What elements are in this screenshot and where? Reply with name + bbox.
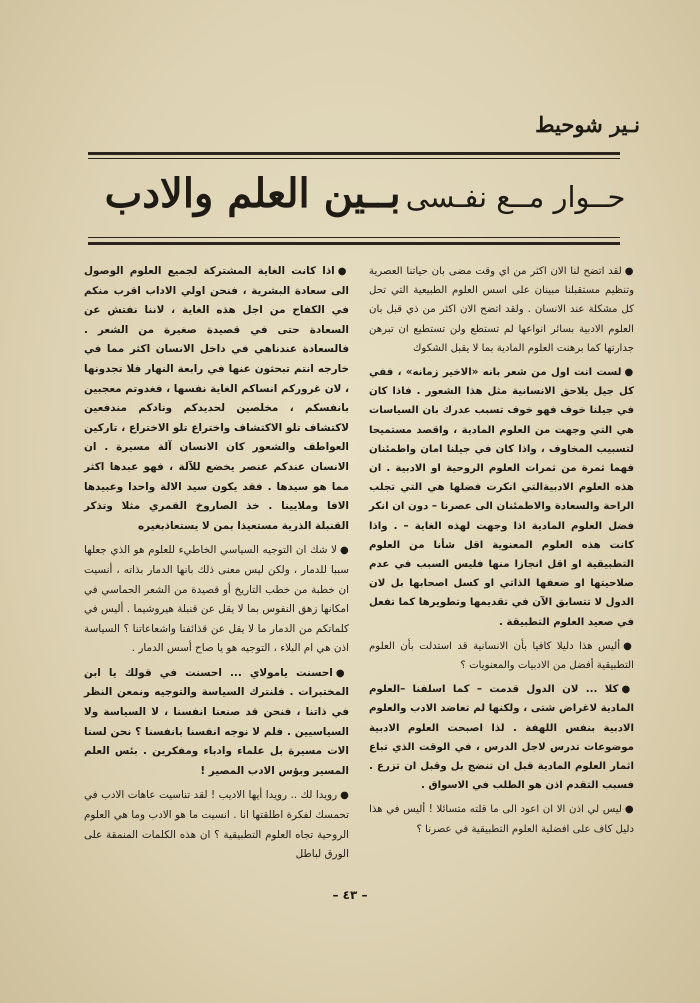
article-title <box>95 170 635 232</box>
text-column-left <box>84 262 349 870</box>
paragraph-text: كلا ... لان الدول قدمت – كما اسلفنا –العلوم المادية لاغراض شتى ، ولكنها لم تعاضد الادب والعلوم الادبية بنفس اللهفة . لذا اصبحت العلوم الادبية موضوعات تدرس لاجل الدرس ، في الوقت الذي تباع اثمار العلوم المادية قبل ان تنضج بل وقبل ان تزرع . فسبب التقدم اذن هو الطلب في الاسواق . <box>369 684 634 792</box>
text-column-right <box>369 262 634 844</box>
paragraph <box>369 637 634 675</box>
paragraph-text: رويدا لك .. رويدا أيها الاديب ! لقد تناسيت عاهات الادب في تحمسك لفكرة اطلقتها انا . انسيت ما هو الادب وما هي العلوم الروحية تجاه العلوم التطبيقية ؟ ان هذه الكلمات المنمقة على الورق لباطل <box>84 789 349 861</box>
bullet-icon: ● <box>624 266 634 277</box>
bullet-icon: ● <box>623 640 634 652</box>
page-number: – ٤٣ – <box>332 888 368 902</box>
paragraph-text: أليس هذا دليلا كافيا بأن الانسانية قد استدلت بأن العلوم التطبيقية أفضل من الادبيات والمعنويات ؟ <box>369 640 634 672</box>
bullet-icon: ● <box>340 790 349 802</box>
paragraph-text: لا شك ان التوجيه السياسي الخاطيء للعلوم هو الذي جعلها سببا للدمار ، ولكن ليس معنى ذلك بانها الدمار بذاته ، أنسيت ان خطبة من خطب التاريخ أو قصيدة من الشعر الحماسي في امكانها زهق النفوس بما لا يقل عن قنبلة هيروشيما . أليس في كلماتكم من الدمار ما لا يقل عن قذائفنا واشعاعاتنا ؟ السياسة اذن هي ام البلاء ، التوجيه هو يا صاح أسس الدمار . <box>84 544 349 655</box>
paragraph <box>369 800 634 838</box>
paragraph-text: لست انت اول من شعر بانه «الاخير زمانه» ، ففي كل جيل يلاحق الانسانية مثل هذا الشعور . فاذا كان في جيلنا خوف فهو خوف تسبب عدرك بان السياسات هي التي وجهت من العلوم المادية ، واقصد مستميحا لتسبيب المخاوف ، واذا كان في جيلنا امان واطمئنان فهما ثمرة من ثمرات العلوم الروحية او الادبية . ان هذه العلوم الادبيةالتي انكرت فضلها هي التي تجلب الراحة والسعادة والاطمئنان الى عصرنا – دون ان انكر فضل العلوم المادية اذا وجهت لهذه الغاية – . واذا كانت هذه العلوم المعنوية اقل شأنا من العلوم التطبيقية او اقل انجازا منها فليس السبب في عدم صلاحيتها او ضعفها الذاتي او كسل اصحابها بل لان الدول لا تتسابق الآن في تقديمها وتطويرها كما تفعل في صعيد العلوم التطبيقة . <box>369 367 634 628</box>
title-rule-top-thin <box>88 158 620 159</box>
title-rule-bottom-thin <box>88 237 620 238</box>
title-rule-bottom-thick <box>88 242 620 245</box>
paragraph-text: اذا كانت الغاية المشتركة لجميع العلوم الوصول الى سعادة البشرية ، فنحن اولي الاداب اقرب منكم في الكفاح من اجل هذه الغاية ، لاننا نفتش عن السعادة حتى في قصيدة صغيرة من الشعر . فالسعادة عندناهي في داخل الانسان اكثر مما في خارجه انتم تبحثون عنها في رابعة النهار فلا تجدونها ، لان غروركم انساكم الغاية نفسها ، فغدوتم معجبين بانفسكم ، مخلصين لحديدكم ونادكم مندفعين لاكتشاف تلو الاكتشاف واختراع تلو الاختراع ، تاركين العواطف والشعور كان الانسان آلة مسيرة . ان الانسان عندكم عنصر يخضع للآلة ، فهو عبدها اكثر مما هو سيدها . فقد يكون سيد الالة واحدا وعبيدها الافا وملايينا . خذ الصاروخ القمري مثلا وتذكر القنبلة الذرية مستعيذا بمن لا يستعاذبغيره <box>84 265 349 532</box>
title-part-bold: بــين العلم والادب <box>104 170 401 217</box>
bullet-icon: ● <box>624 367 634 379</box>
title-rule-top-thick <box>88 152 620 155</box>
paragraph <box>84 541 349 659</box>
paragraph-text: احسنت يامولاي ... احسنت في قولك يا ابن المختبرات . فلنترك السياسة والتوجيه ونمعن النظر في ذاتنا ، فنحن قد صنعنا انفسنا ، لا السياسة ولا السياسيين . فلم لا نوجه انفسنا بانفسنا ؟ نحن لسنا الات مسيرة بل علماء وادباء ومفكرين . بئس العلم المسير وبؤس الادب المصير ! <box>84 666 349 777</box>
paragraph <box>84 664 349 782</box>
paragraph-text: لقد اتضح لنا الان اكثر من اي وقت مضى بان حياتنا العصرية وتنظيم مستقبلنا مبينان على اسس العلوم الطبيعية التي تحل كل مشكلة عند الانسان . ولقد اتضح الان اكثر من ذي قبل بان العلوم الادبية بسائر انواعها لم تستطع ولن تستطيع ان تبرهن جدارتها كما برهنت العلوم المادية بما لا يقبل الشكوك <box>369 266 634 354</box>
paragraph <box>369 680 634 795</box>
paragraph-text: ليس لي اذن الا ان اعود الى ما قلته متسائلا ! أليس في هذا دليل كاف على افضلية العلوم التطبيقية في عصرنا ؟ <box>369 804 634 835</box>
paragraph <box>369 262 634 358</box>
bullet-icon: ● <box>335 667 349 679</box>
author-name: نـير شوحيط <box>535 112 640 137</box>
title-part-light: حــوار مــع نفـسى <box>405 180 626 214</box>
bullet-icon: ● <box>624 804 634 816</box>
bullet-icon: ● <box>337 266 349 277</box>
paragraph <box>84 786 349 864</box>
paragraph <box>84 262 349 536</box>
bullet-icon: ● <box>339 545 349 557</box>
paragraph <box>369 363 634 632</box>
bullet-icon: ● <box>621 684 634 696</box>
